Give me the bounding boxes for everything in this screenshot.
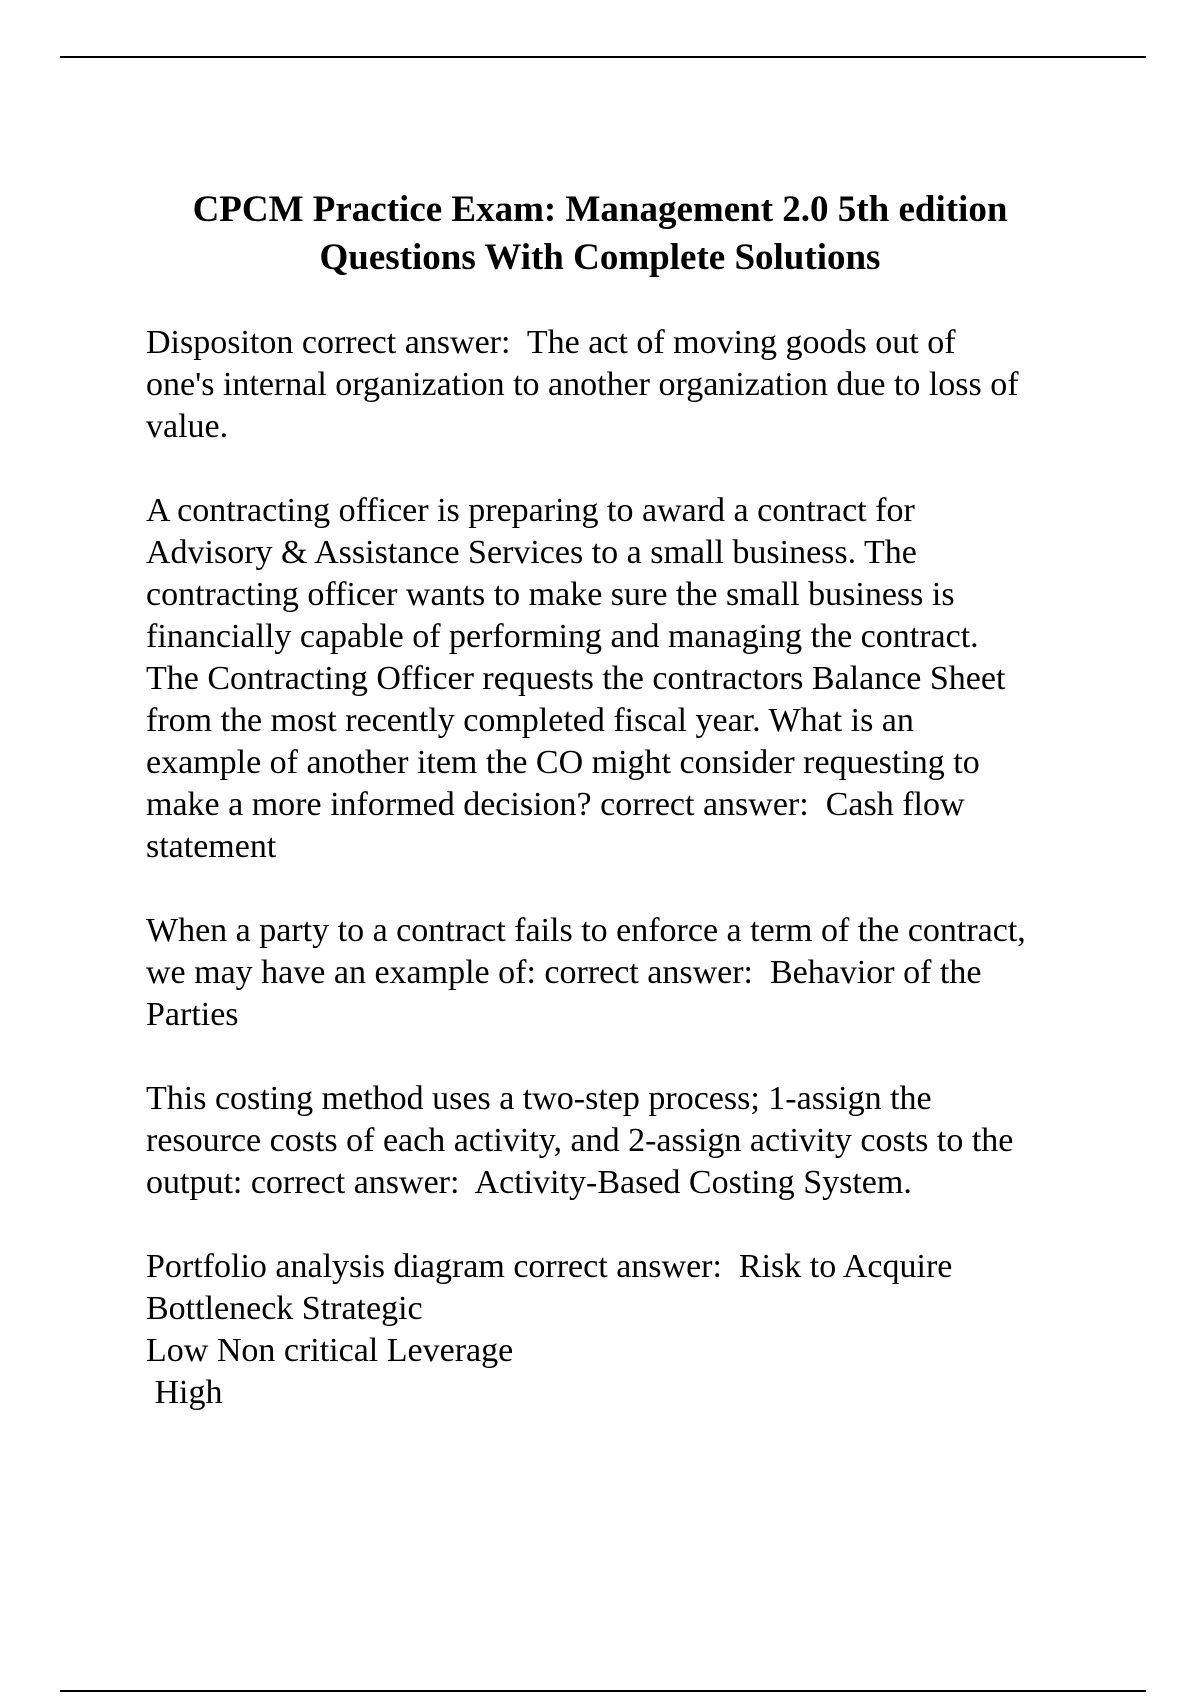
document-body: [146, 322, 1106, 1456]
text-line: High: [146, 1374, 223, 1411]
text-line: from the most recently completed fiscal year. What is an: [146, 702, 914, 739]
text-line: When a party to a contract fails to enforce a term of the contract,: [146, 912, 1026, 949]
text-line: we may have an example of: correct answer: Behavior of the: [146, 954, 982, 991]
text-line: This costing method uses a two-step process; 1-assign the: [146, 1080, 932, 1117]
top-rule: [60, 56, 1146, 58]
qa-entry-costing-method: [146, 1078, 1106, 1204]
text-line: resource costs of each activity, and 2-assign activity costs to the: [146, 1122, 1014, 1159]
text-line: The Contracting Officer requests the contractors Balance Sheet: [146, 660, 1006, 697]
text-line: financially capable of performing and managing the contract.: [146, 618, 979, 655]
qa-entry-behavior-of-parties: [146, 910, 1106, 1036]
bottom-rule: [60, 1690, 1146, 1692]
title-line: CPCM Practice Exam: Management 2.0 5th edition: [192, 189, 1008, 230]
text-line: output: correct answer: Activity-Based Costing System.: [146, 1164, 912, 1201]
title-line: Questions With Complete Solutions: [319, 237, 881, 278]
document-title: [140, 186, 1060, 282]
text-line: Dispositon correct answer: The act of moving goods out of: [146, 324, 956, 361]
text-line: A contracting officer is preparing to award a contract for: [146, 492, 915, 529]
text-line: Portfolio analysis diagram correct answer: Risk to Acquire: [146, 1248, 953, 1285]
text-line: make a more informed decision? correct answer: Cash flow: [146, 786, 965, 823]
text-line: Bottleneck Strategic: [146, 1290, 423, 1327]
qa-entry-portfolio-analysis: [146, 1246, 1106, 1414]
text-line: Parties: [146, 996, 239, 1033]
qa-entry-contracting-officer: [146, 490, 1106, 868]
text-line: Low Non critical Leverage: [146, 1332, 514, 1369]
qa-entry-disposition: [146, 322, 1106, 448]
text-line: value.: [146, 408, 229, 445]
text-line: one's internal organization to another organization due to loss of: [146, 366, 1019, 403]
text-line: Advisory & Assistance Services to a small business. The: [146, 534, 917, 571]
text-line: statement: [146, 828, 277, 865]
text-line: contracting officer wants to make sure the small business is: [146, 576, 955, 613]
text-line: example of another item the CO might consider requesting to: [146, 744, 980, 781]
